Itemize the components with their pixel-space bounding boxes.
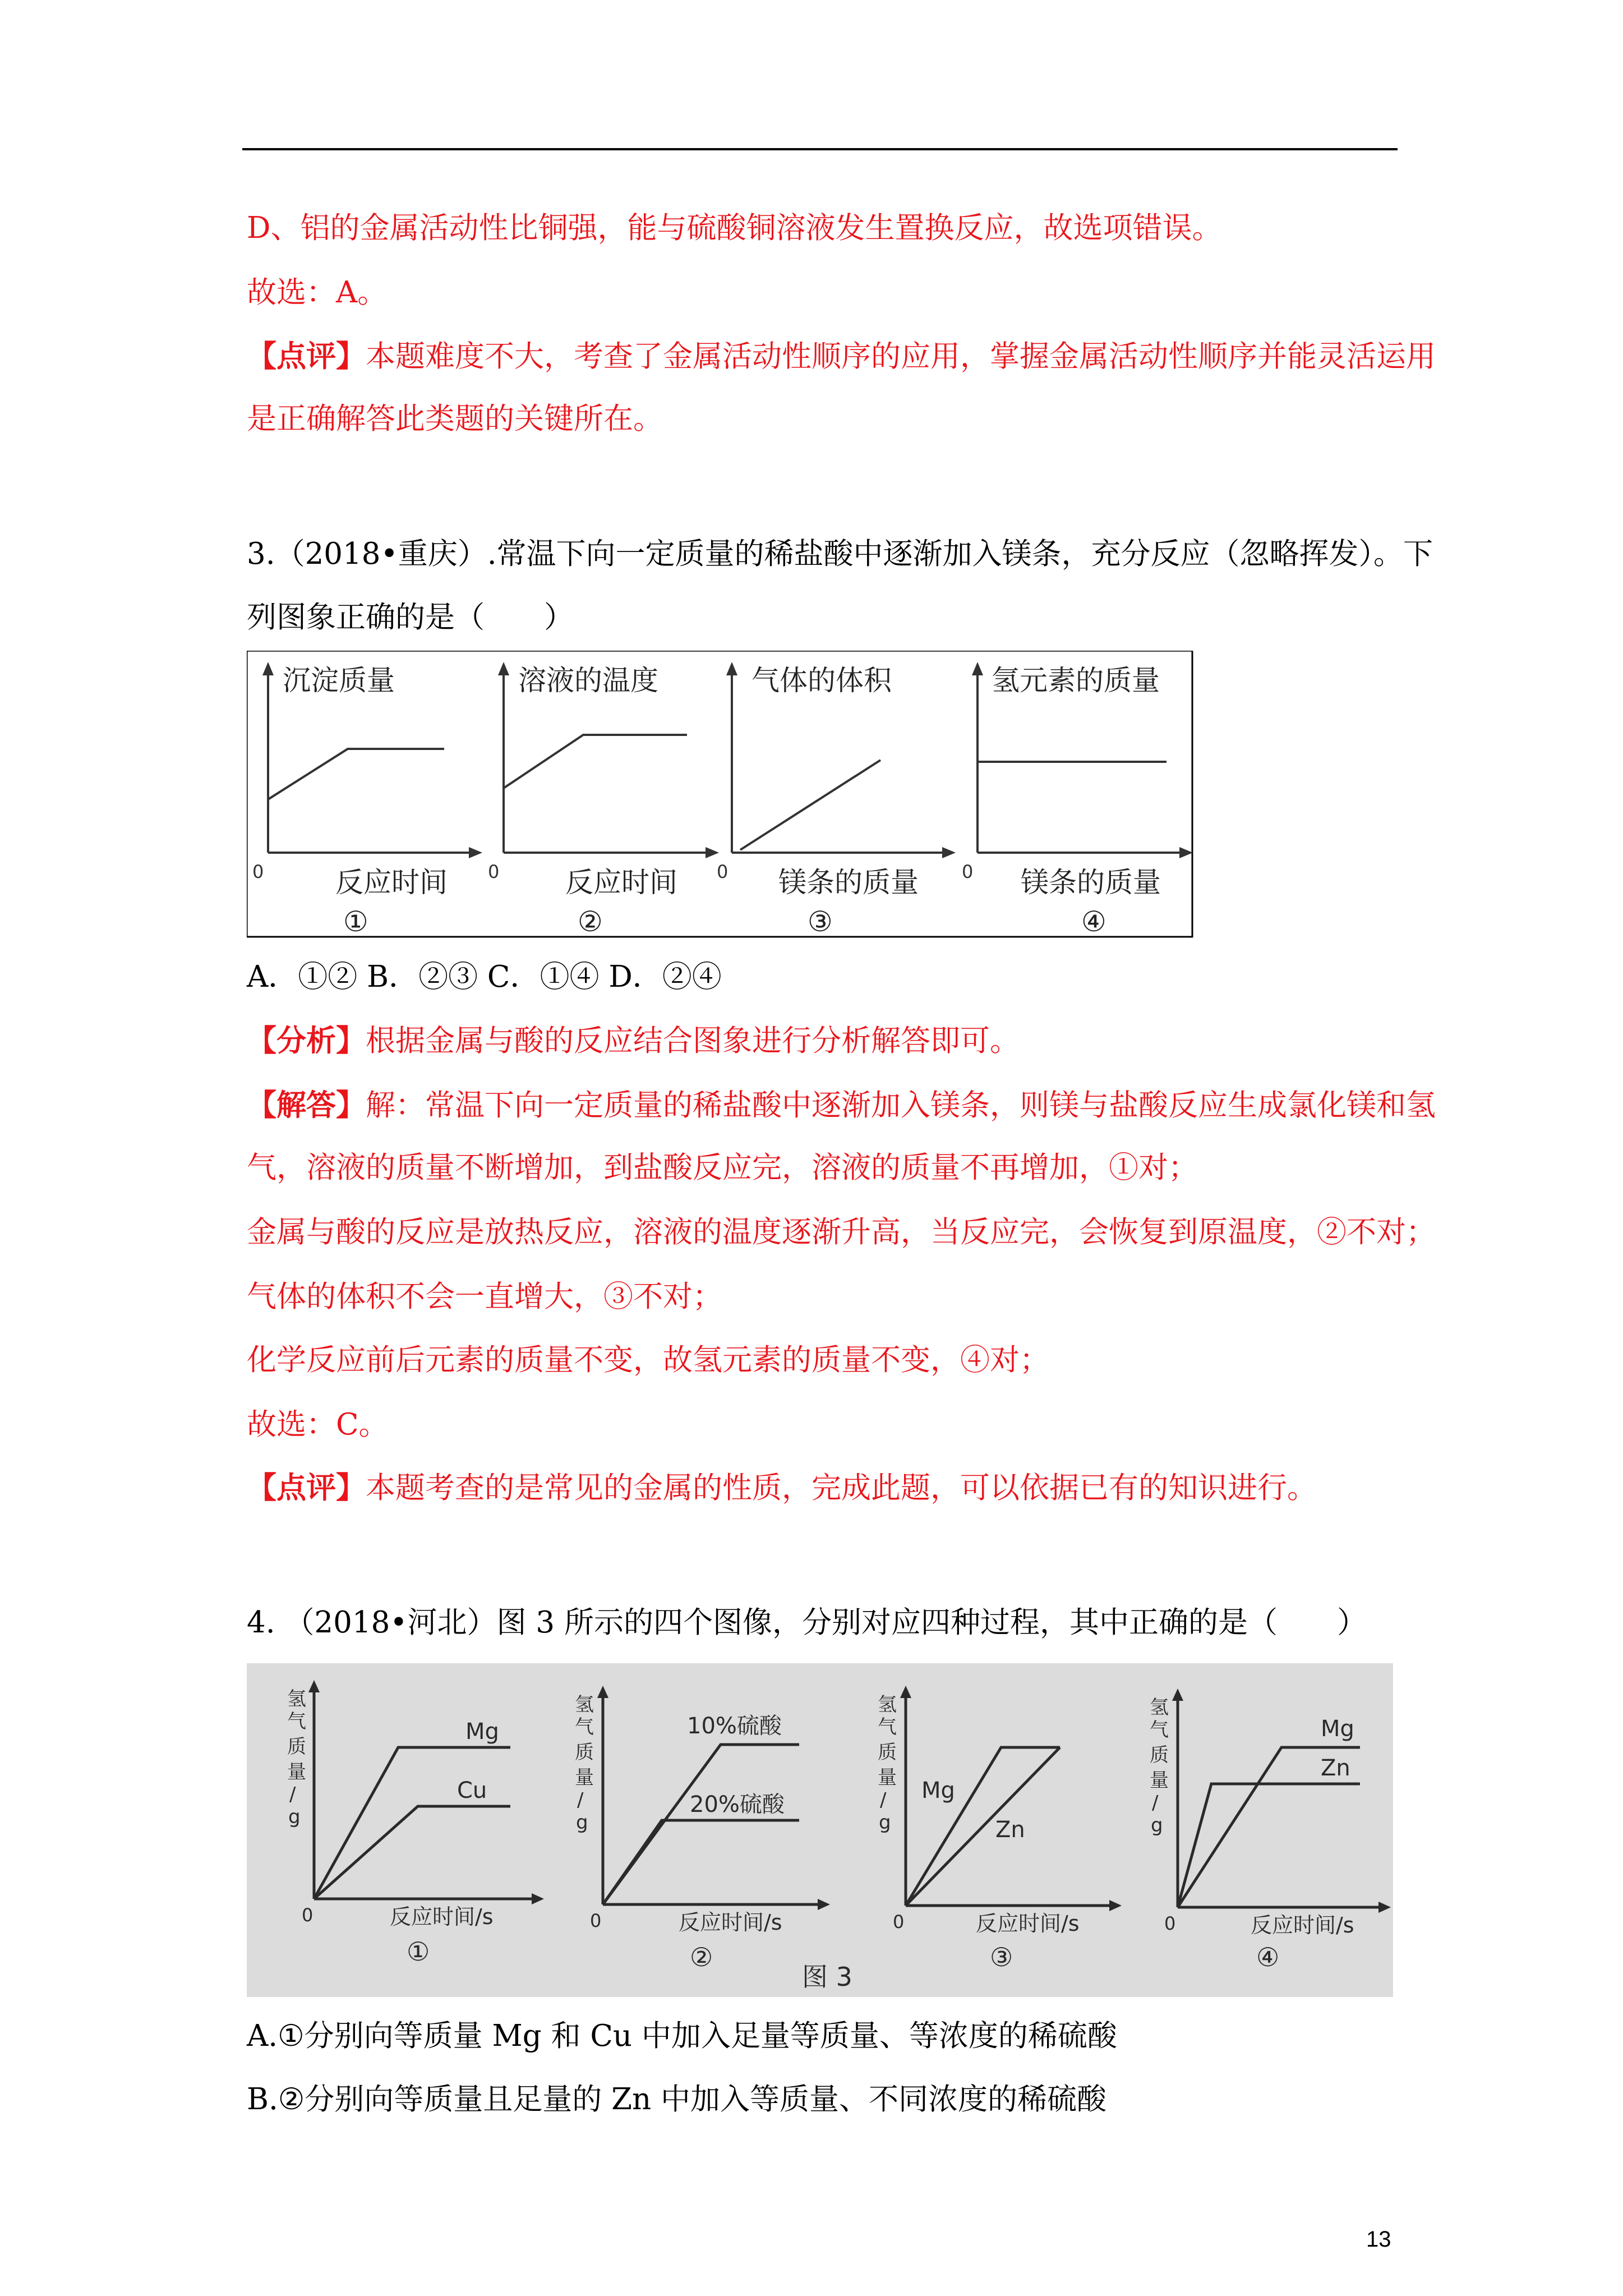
fig1-xlabel-2: 反应时间: [565, 866, 677, 899]
fig1-xlabel-1: 反应时间: [335, 866, 448, 899]
answer-q3: 故选：C。: [247, 1407, 389, 1442]
fig2-ylabel-1-c6: g: [288, 1806, 301, 1828]
figure-q4: [247, 1663, 1393, 1999]
fig2-ylabel-4-c3: 质: [1150, 1744, 1169, 1766]
fig2-ylabel-3-c4: 量: [878, 1766, 897, 1789]
fig2-xlabel-3: 反应时间/s: [976, 1911, 1080, 1936]
fig2-ylabel-1-c2: 气: [287, 1710, 306, 1733]
solution-line5: 化学反应前后元素的质量不变，故氢元素的质量不变，④对；: [247, 1343, 1049, 1377]
fig2-ylabel-2-c4: 量: [575, 1766, 594, 1789]
fig1-origin-1: 0: [252, 861, 264, 882]
fig2-label-cu-1: Cu: [457, 1778, 487, 1803]
fig2-ylabel-4-c1: 氢: [1150, 1696, 1169, 1719]
fig2-ylabel-3-c5: /: [880, 1789, 887, 1811]
fig2-origin-2: 0: [590, 1910, 602, 1931]
fig2-label-mg-3: Mg: [921, 1778, 955, 1803]
solution-line3: 金属与酸的反应是放热反应，溶液的温度逐渐升高，当反应完，会恢复到原温度，②不对；: [247, 1215, 1436, 1249]
fig2-ylabel-2-c6: g: [576, 1811, 588, 1834]
question-3-line2: 列图象正确的是（ ）: [247, 600, 574, 634]
answer-q2: 故选：A。: [247, 275, 388, 310]
fig2-ylabel-1-c3: 质: [287, 1736, 306, 1758]
fig2-ylabel-1-c5: /: [289, 1783, 296, 1806]
fig1-num-1: ①: [343, 905, 368, 938]
fig2-num-2: ②: [690, 1942, 713, 1972]
fig1-num-2: ②: [578, 905, 603, 938]
fig1-origin-3: 0: [717, 861, 728, 882]
fig1-xlabel-4: 镁条的质量: [1021, 866, 1161, 899]
comment-q3-text: 本题考查的是常见的金属的性质，完成此题，可以依据已有的知识进行。: [366, 1471, 1317, 1505]
paragraph-option-d: D、铝的金属活动性比铜强，能与硫酸铜溶液发生置换反应，故选项错误。: [247, 211, 1222, 245]
fig1-ylabel-1: 沉淀质量: [283, 664, 395, 697]
fig2-origin-1: 0: [302, 1904, 313, 1926]
analysis-q3: [247, 1021, 1020, 1061]
solution-text-1: 解：常温下向一定质量的稀盐酸中逐渐加入镁条，则镁与盐酸反应生成氯化镁和氢: [366, 1088, 1436, 1122]
fig2-ylabel-4-c4: 量: [1150, 1769, 1169, 1792]
analysis-text: 根据金属与酸的反应结合图象进行分析解答即可。: [366, 1024, 1020, 1058]
header-rule: [242, 148, 1398, 150]
fig2-xlabel-1: 反应时间/s: [390, 1904, 494, 1929]
question-3-options: A．①② B．②③ C．①④ D．②④: [247, 960, 722, 994]
fig2-label-10-2: 10%硫酸: [687, 1713, 782, 1739]
fig2-origin-3: 0: [893, 1911, 905, 1932]
fig1-num-4: ④: [1081, 905, 1106, 938]
fig2-caption: 图 3: [802, 1962, 852, 1992]
fig2-ylabel-2-c5: /: [577, 1789, 584, 1811]
fig2-label-mg-1: Mg: [465, 1719, 499, 1745]
fig2-xlabel-4: 反应时间/s: [1251, 1913, 1354, 1938]
fig2-ylabel-4-c2: 气: [1150, 1719, 1169, 1741]
fig2-ylabel-3-c3: 质: [878, 1741, 897, 1764]
comment-q3-tag: 【点评】: [247, 1470, 366, 1505]
fig2-ylabel-3-c1: 氢: [878, 1694, 897, 1716]
fig2-origin-4: 0: [1164, 1913, 1176, 1934]
figure-q3: [247, 651, 1195, 945]
fig1-origin-4: 0: [962, 861, 974, 882]
comment-q2-line2: 是正确解答此类题的关键所在。: [247, 402, 663, 436]
comment-q2-line1: [247, 337, 1436, 376]
fig2-num-3: ③: [990, 1942, 1013, 1972]
fig2-ylabel-2-c2: 气: [575, 1716, 594, 1738]
fig1-origin-2: 0: [488, 861, 500, 882]
fig2-ylabel-4-c6: g: [1151, 1814, 1163, 1837]
fig2-ylabel-1-c1: 氢: [287, 1688, 306, 1710]
question-4-line1: 4. （2018•河北）图 3 所示的四个图像，分别对应四种过程，其中正确的是（ ）: [247, 1605, 1367, 1640]
fig1-ylabel-4: 氢元素的质量: [992, 664, 1160, 697]
comment-tag: 【点评】: [247, 339, 366, 374]
fig2-xlabel-2: 反应时间/s: [679, 1910, 782, 1935]
question-4-option-a: A.①分别向等质量 Mg 和 Cu 中加入足量等质量、等浓度的稀硫酸: [247, 2019, 1117, 2053]
fig2-label-zn-4: Zn: [1321, 1755, 1350, 1781]
solution-line2: 气，溶液的质量不断增加，到盐酸反应完，溶液的质量不再增加，①对；: [247, 1151, 1198, 1185]
fig2-ylabel-3-c2: 气: [878, 1716, 897, 1738]
fig2-label-zn-3: Zn: [995, 1817, 1025, 1843]
fig2-num-1: ①: [407, 1936, 430, 1967]
fig2-ylabel-2-c1: 氢: [575, 1694, 594, 1716]
fig2-label-20-2: 20%硫酸: [690, 1792, 785, 1818]
analysis-tag: 【分析】: [247, 1023, 366, 1058]
question-3-line1: 3.（2018•重庆）.常温下向一定质量的稀盐酸中逐渐加入镁条，充分反应（忽略挥发）。下: [247, 537, 1433, 571]
fig2-ylabel-3-c6: g: [879, 1811, 891, 1834]
fig1-ylabel-3: 气体的体积: [751, 664, 892, 697]
fig2-ylabel-4-c5: /: [1152, 1792, 1159, 1814]
comment-q3: [247, 1468, 1317, 1508]
solution-tag: 【解答】: [247, 1088, 366, 1122]
fig2-label-mg-4: Mg: [1321, 1716, 1354, 1742]
fig2-num-4: ④: [1256, 1942, 1280, 1972]
solution-line4: 气体的体积不会一直增大，③不对；: [247, 1280, 722, 1314]
question-4-option-b: B.②分别向等质量且足量的 Zn 中加入等质量、不同浓度的稀硫酸: [247, 2082, 1106, 2116]
fig1-ylabel-2: 溶液的温度: [518, 664, 658, 697]
solution-line1: [247, 1085, 1436, 1125]
fig2-ylabel-2-c3: 质: [575, 1741, 594, 1764]
page-number: 13: [1366, 2227, 1391, 2252]
fig2-ylabel-1-c4: 量: [287, 1761, 306, 1783]
comment-text: 本题难度不大，考查了金属活动性顺序的应用，掌握金属活动性顺序并能灵活运用: [366, 339, 1436, 374]
fig1-num-3: ③: [808, 905, 833, 938]
fig1-xlabel-3: 镁条的质量: [778, 866, 919, 899]
